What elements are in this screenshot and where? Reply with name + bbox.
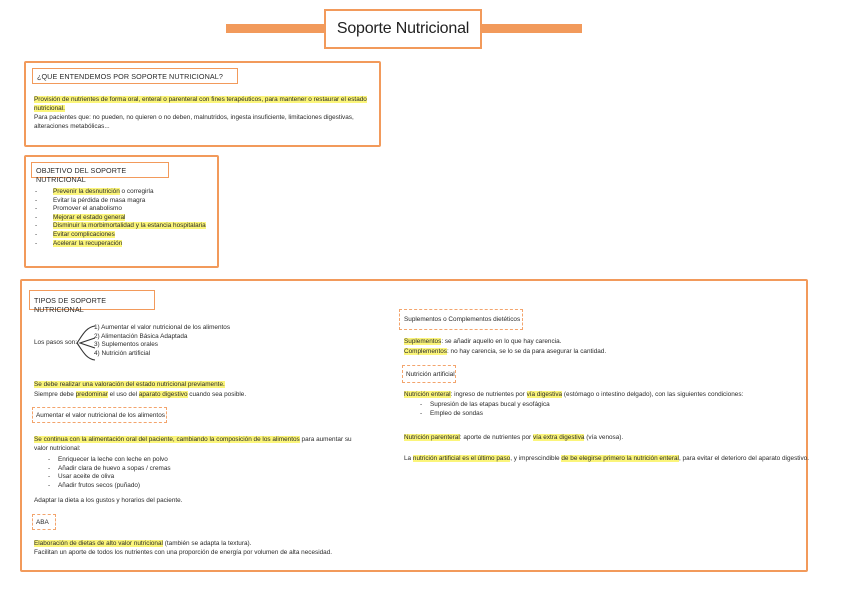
que-patients: Para pacientes que: no pueden, no quieren o no deben, malnutridos, ingesta insuficiente, limitaciones digestivas, alteraciones metabólicas... (34, 114, 354, 130)
aumentar-list (48, 456, 171, 490)
suplementos-heading-box (399, 309, 523, 330)
section-que (24, 61, 381, 147)
title-bar-right (480, 24, 582, 33)
list-item: 1) Aumentar el valor nutricional de los alimentos (94, 324, 231, 331)
tipos-heading-box (29, 290, 155, 314)
aba-line2: Facilitan un aporte de todos los nutrientes con una proporción de energía por volumen de alta necesidad. (34, 549, 333, 556)
aumentar-heading: Aumentar el valor nutricional de los alimentos (36, 412, 165, 419)
list-item: 4) Nutrición artificial (94, 349, 151, 357)
pasos-label: Los pasos son: (34, 339, 77, 346)
list-item: - Enriquecer la leche con leche en polvo (48, 456, 171, 465)
list-item: - Supresión de las etapas bucal y esofágica (420, 401, 550, 410)
pasos-list (94, 324, 230, 358)
objetivo-heading: OBJETIVO DEL SOPORTE NUTRICIONAL (36, 166, 127, 184)
parenteral-line: Nutrición parenteral: aporte de nutrientes por vía extra digestiva (vía venosa). (404, 434, 624, 441)
list-item: - Usar aceite de oliva (48, 473, 171, 482)
objetivo-list (33, 188, 206, 248)
list-item: - Promover el anabolismo (33, 205, 206, 214)
list-item: 3) Suplementos orales (94, 341, 158, 349)
siempre-note: Siempre debe predominar el uso del aparato digestivo cuando sea posible. (34, 391, 247, 398)
aba-heading: ABA (36, 519, 49, 526)
title-box (324, 9, 482, 49)
list-item: - Mejorar el estado general (33, 214, 206, 223)
list-item: - Empleo de sondas (420, 410, 550, 419)
brace-icon (74, 324, 96, 362)
artificial-heading: Nutrición artificial (406, 371, 455, 378)
aumentar-heading-box (32, 407, 167, 423)
title-bar-left (226, 24, 326, 33)
suplementos-line: Suplementos: se añadir aquello en lo que hay carencia. (404, 338, 562, 345)
page-title: Soporte Nutricional (336, 20, 470, 37)
list-item: - Acelerar la recuperación (33, 240, 206, 249)
final-note: La nutrición artificial es el último paso, y imprescindible de be elegirse primero la nutrición enteral, para evitar el deterioro del aparato digestivo. (404, 455, 809, 462)
list-item: - Evitar complicaciones (33, 231, 206, 240)
enteral-line: Nutrición enteral: ingreso de nutrientes por vía digestiva (estómago o intestino delgado), con las siguientes condiciones: (404, 391, 744, 398)
list-item: - Prevenir la desnutrición o corregirla (33, 188, 206, 197)
section-tipos (20, 279, 808, 572)
artificial-heading-box (402, 365, 456, 383)
objetivo-heading-box (31, 162, 169, 184)
section-objetivo (24, 155, 219, 268)
aba-heading-box (32, 514, 56, 530)
list-item: - Añadir frutos secos (puñado) (48, 482, 171, 491)
list-item: - Disminuir la morbimortalidad y la estancia hospitalaria (33, 222, 206, 231)
list-item: - Añadir clara de huevo a sopas / cremas (48, 465, 171, 474)
que-heading: ¿QUE ENTENDEMOS POR SOPORTE NUTRICIONAL? (37, 72, 223, 81)
list-item: 2) Alimentación Básica Adaptada (94, 332, 188, 340)
suplementos-heading: Suplementos o Complementos dietéticos (404, 316, 521, 323)
enteral-list (420, 401, 550, 418)
valoracion-note: Se debe realizar una valoración del estado nutricional previamente. (34, 381, 225, 388)
complementos-line: Complementos: no hay carencia, se lo se da para asegurar la cantidad. (404, 348, 607, 355)
que-heading-box (32, 68, 238, 84)
aba-line1: Elaboración de dietas de alto valor nutricional (también se adapta la textura). (34, 540, 252, 547)
tipos-heading: TIPOS DE SOPORTE NUTRICIONAL (34, 296, 107, 314)
aumentar-intro: Se continua con la alimentación oral del paciente, cambiando la composición de los alimentos para aumentar su valor nutricional: (34, 436, 352, 452)
adaptar-note: Adaptar la dieta a los gustos y horarios del paciente. (34, 497, 183, 504)
list-item: - Evitar la pérdida de masa magra (33, 197, 206, 206)
que-definition: Provisión de nutrientes de forma oral, enteral o parenteral con fines terapéuticos, para mantener o restaurar el estado nutricional. (34, 96, 367, 112)
